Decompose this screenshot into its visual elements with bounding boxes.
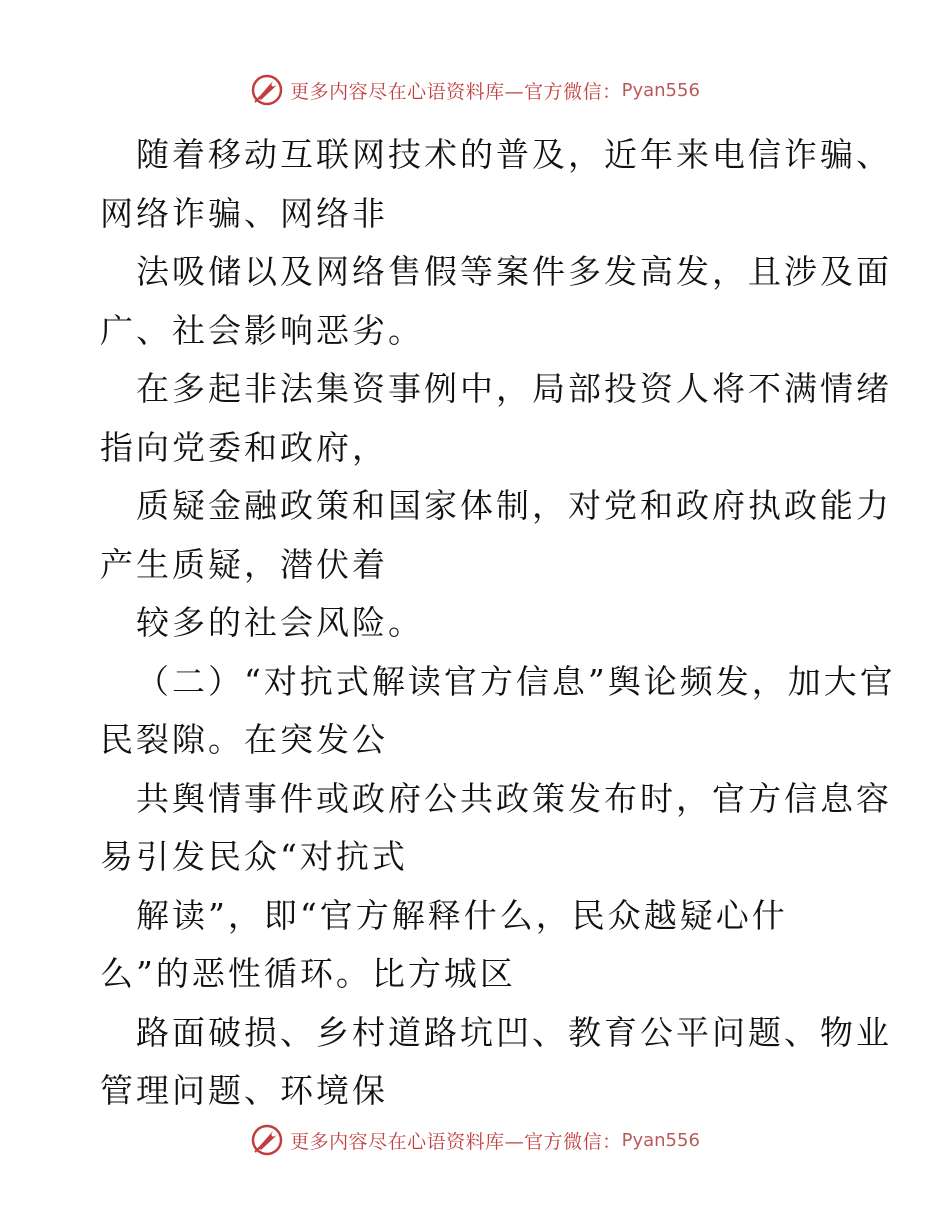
- section-heading-line: （二）“对抗式解读官方信息”舆论频发，加大官: [136, 661, 896, 701]
- footer-watermark: [0, 1122, 950, 1158]
- watermark-wechat-id: Pyan556: [621, 79, 700, 101]
- text-line: 么”的恶性循环。比方城区: [100, 954, 516, 993]
- text-line: 在多起非法集资事例中，局部投资人将不满情绪: [136, 369, 892, 408]
- text-line: 广、社会影响恶劣。: [100, 310, 424, 350]
- pen-nib-logo-icon: [250, 1123, 284, 1157]
- header-watermark: [0, 72, 950, 108]
- text-line: 质疑金融政策和国家体制，对党和政府执政能力: [136, 486, 892, 525]
- text-line: 解读”，即“官方解释什么，民众越疑心什: [136, 895, 788, 935]
- text-line: 民裂隙。在突发公: [100, 720, 388, 759]
- text-line: 产生质疑，潜伏着: [100, 544, 388, 584]
- text-line: 随着移动互联网技术的普及，近年来电信诈骗、: [136, 135, 892, 174]
- text-line: 法吸储以及网络售假等案件多发高发，且涉及面: [136, 252, 892, 291]
- text-line: 路面破损、乡村道路坑凹、教育公平问题、物业: [136, 1012, 892, 1052]
- pen-nib-logo-icon: [250, 73, 284, 107]
- text-line: 易引发民众“对抗式: [100, 837, 408, 876]
- text-line: 指向党委和政府，: [100, 427, 388, 467]
- text-line: 共舆情事件或政府公共政策发布时，官方信息容: [136, 778, 892, 818]
- watermark-text: 更多内容尽在心语资料库—官方微信：: [290, 80, 622, 103]
- text-line: 网络诈骗、网络非: [100, 193, 388, 233]
- text-line: 较多的社会风险。: [136, 603, 424, 642]
- text-line: 管理问题、环境保: [100, 1071, 388, 1110]
- watermark-wechat-id: Pyan556: [621, 1129, 700, 1151]
- body-text: [100, 126, 896, 1121]
- watermark-text: 更多内容尽在心语资料库—官方微信：: [290, 1130, 622, 1153]
